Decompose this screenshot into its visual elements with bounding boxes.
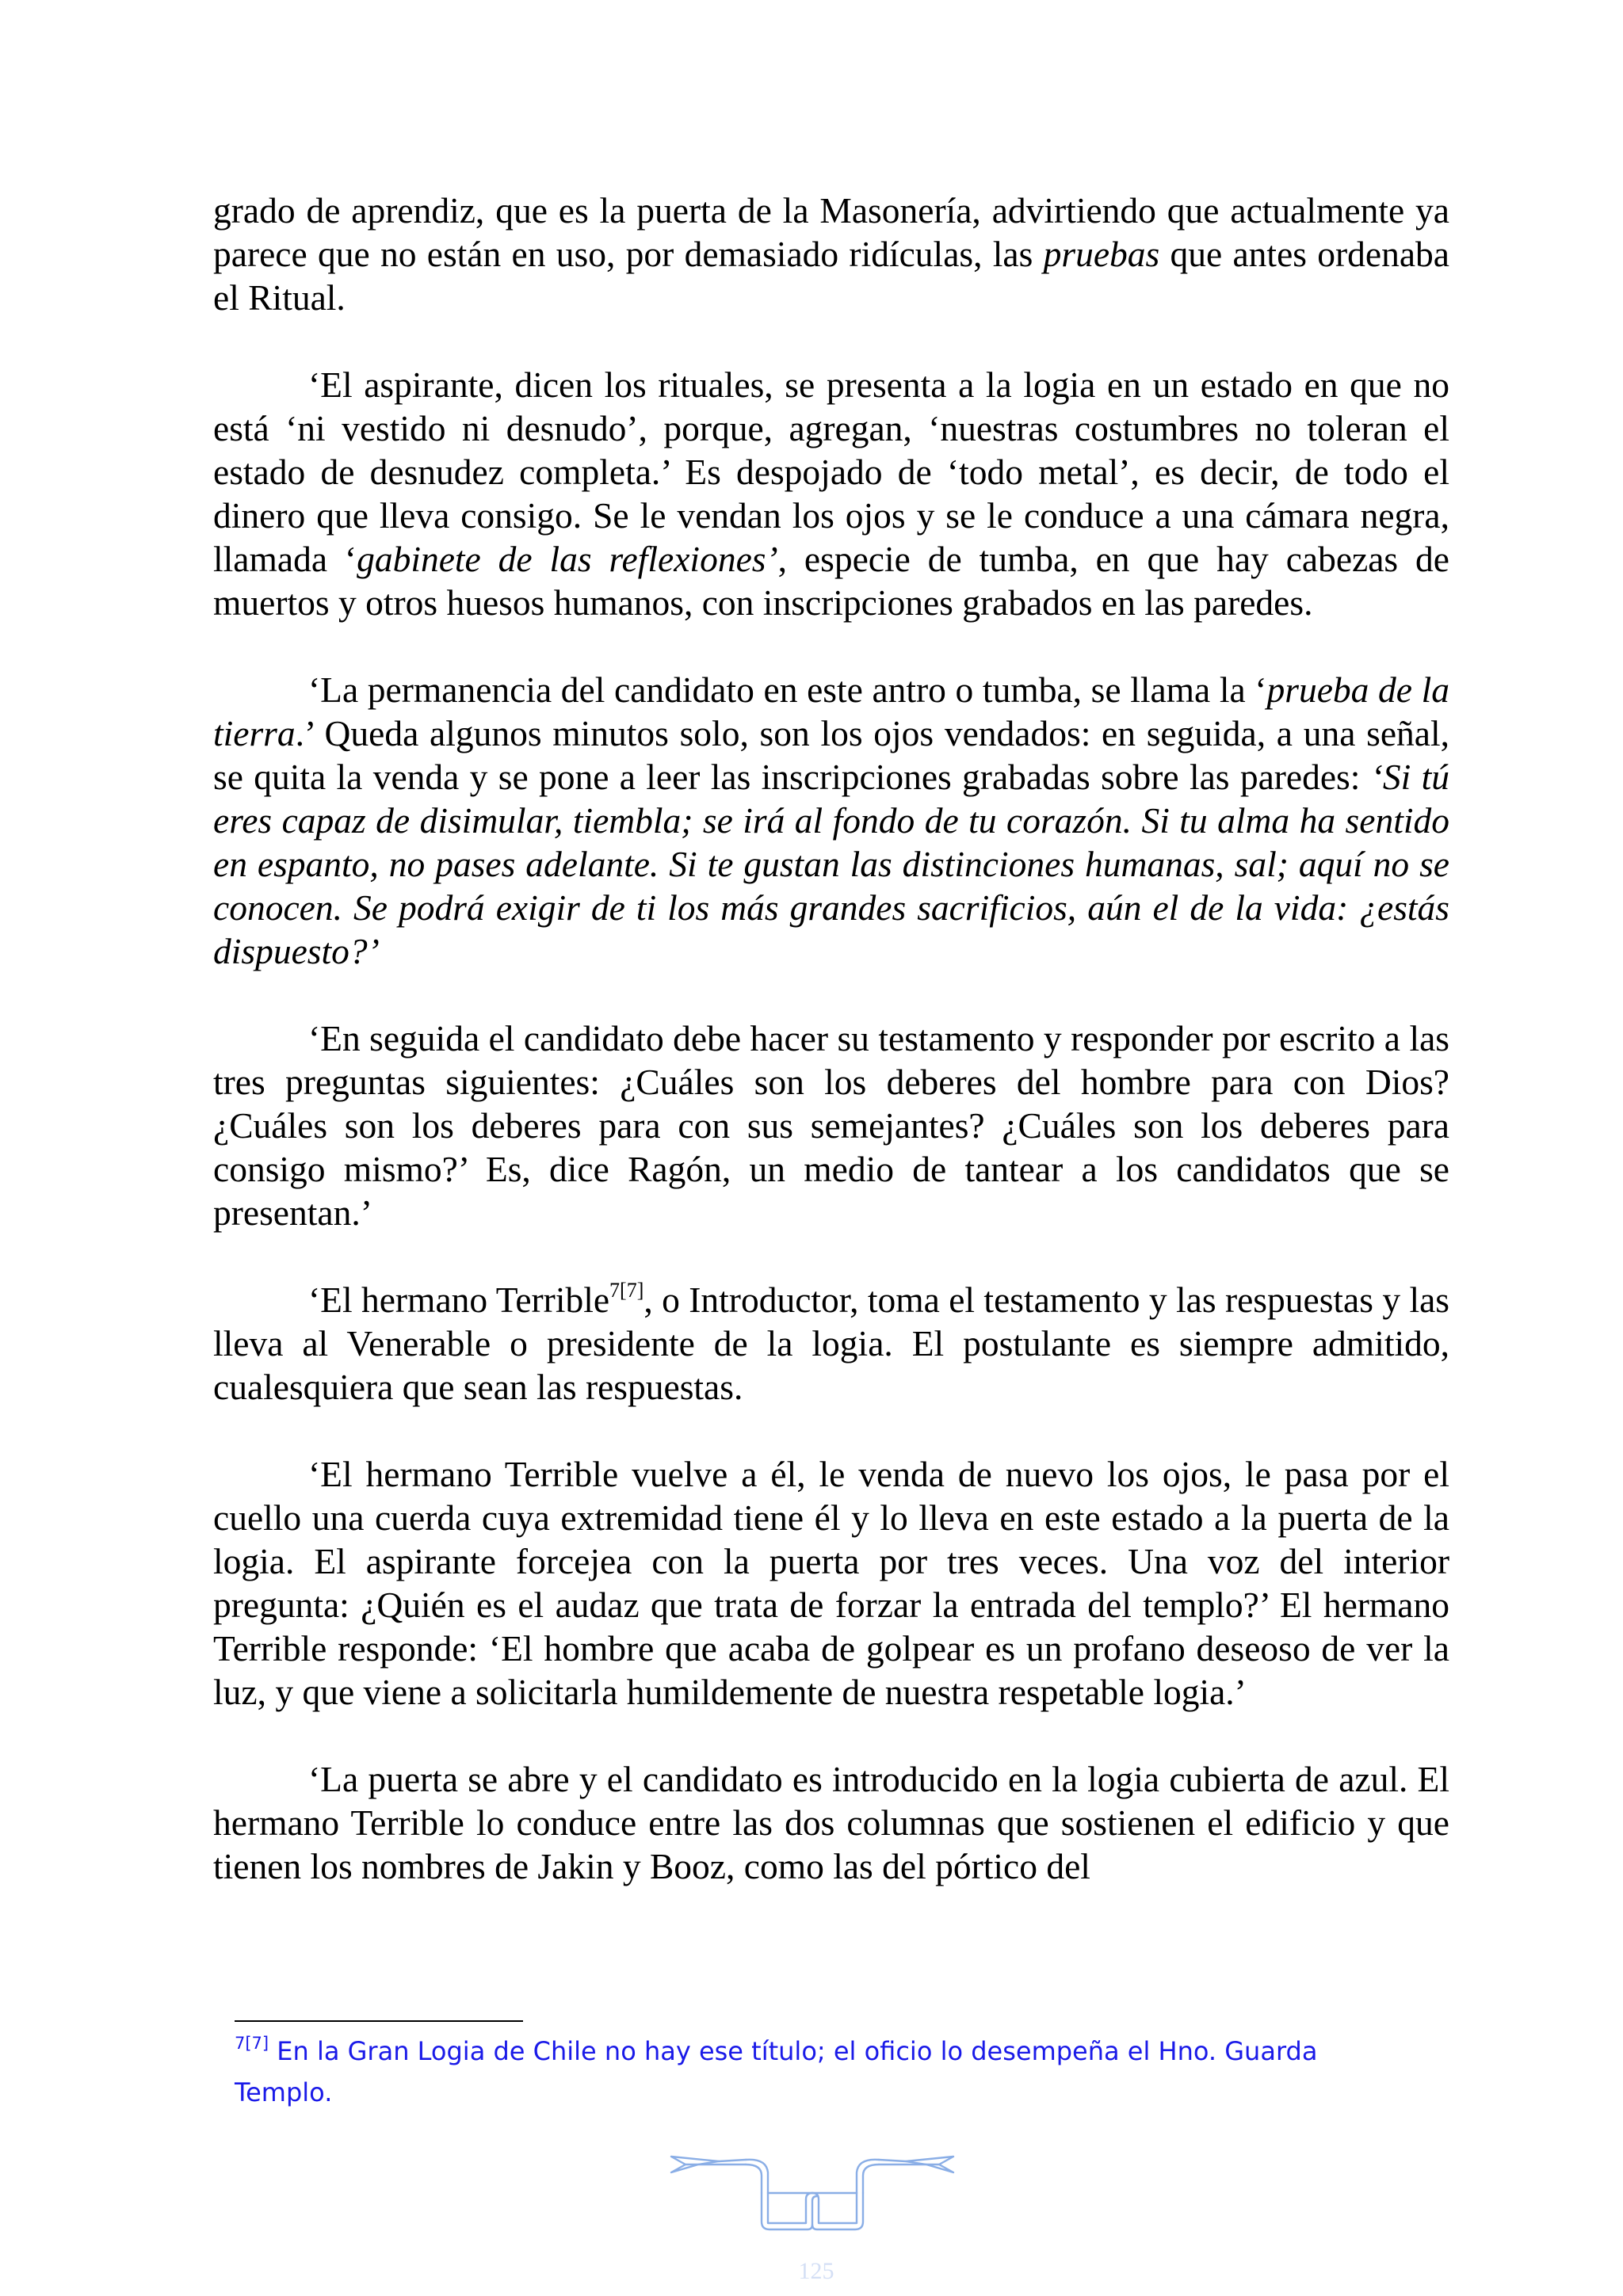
paragraph <box>213 1278 1449 1409</box>
paragraph <box>213 189 1449 319</box>
paragraph <box>213 668 1449 973</box>
italic-text: ‘Si tú eres capaz de disimular, tiembla; se irá al fondo de tu corazón. Si tu alma ha sentido en espanto, no pases adelante. Si te gustan las distinciones humanas, sal; aquí no se conocen. Se podrá exigir de ti los más grandes sacrificios, aún el de la vida: ¿estás dispuesto?’ <box>213 757 1449 971</box>
text-run: ‘El aspirante, dicen los rituales, se presenta a la logia en un estado en que no está ‘ni vestido ni desnudo’, porque, agregan, ‘nuestras costumbres no toleran el estado de desnudez completa.’ Es despojado de ‘todo metal’, es decir, de todo el dinero que lleva consigo. Se le vendan los ojos y se le conduce a una cámara negra, llamada ‘ <box>213 364 1449 579</box>
body-text <box>213 189 1449 1888</box>
text-run: , especie de tumba, en que hay cabezas de muertos y otros huesos humanos, con inscripciones grabados en las paredes. <box>213 539 1449 623</box>
text-run: que antes ordenaba el Ritual. <box>213 234 1450 318</box>
footnote-separator <box>235 2020 523 2022</box>
text-run: ‘La permanencia del candidato en este antro o tumba, se llama la ‘ <box>308 669 1267 710</box>
text-run: ‘La puerta se abre y el candidato es introducido en la logia cubierta de azul. El hermano Terrible lo conduce entre las dos columnas que sostienen el edificio y que tienen los nombres de Jakin y Booz, como las del pórtico del <box>213 1759 1449 1886</box>
italic-text: prueba de la tierra <box>213 669 1449 753</box>
paragraph <box>213 1757 1449 1888</box>
footnote-text: En la Gran Logia de Chile no hay ese título; el oficio lo desempeña el Hno. Guarda Templo. <box>235 2036 1318 2107</box>
text-run: ‘El hermano Terrible <box>308 1280 610 1320</box>
italic-text: gabinete de las reflexiones’ <box>357 539 778 579</box>
text-run: , o Introductor, toma el testamento y las respuestas y las lleva al Venerable o presidente de la logia. El postulante es siempre admitido, cualesquiera que sean las respuestas. <box>213 1280 1449 1407</box>
paragraph <box>213 363 1449 624</box>
paragraph <box>213 1016 1449 1234</box>
text-run: ‘En seguida el candidato debe hacer su testamento y responder por escrito a las tres preguntas siguientes: ¿Cuáles son los deberes del hombre para con Dios? ¿Cuáles son los deberes para con sus semejantes? ¿Cuáles son los deberes para consigo mismo?’ Es, dice Ragón, un medio de tantear a los candidatos que se presentan.’ <box>213 1018 1449 1233</box>
page-number: 125 <box>798 2258 834 2284</box>
decorative-ornament-icon <box>670 2153 955 2242</box>
text-run: .’ Queda algunos minutos solo, son los ojos vendados: en seguida, a una señal, se quita la venda y se pone a leer las inscripciones grabadas sobre las paredes: <box>213 713 1449 797</box>
text-run: grado de aprendiz, que es la puerta de la Masonería, advirtiendo que actualmente ya parece que no están en uso, por demasiado ridículas, las <box>213 190 1449 274</box>
footnote <box>235 2031 1360 2113</box>
text-run: ‘El hermano Terrible vuelve a él, le venda de nuevo los ojos, le pasa por el cuello una cuerda cuya extremidad tiene él y lo lleva en este estado a la puerta de la logia. El aspirante forcejea con la puerta por tres veces. Una voz del interior pregunta: ¿Quién es el audaz que trata de forzar la entrada del templo?’ El hermano Terrible responde: ‘El hombre que acaba de golpear es un profano deseoso de ver la luz, y que viene a solicitarla humildemente de nuestra respetable logia.’ <box>213 1454 1449 1712</box>
paragraph <box>213 1452 1449 1714</box>
footnote-marker: 7[7] <box>235 2034 269 2053</box>
footnote-reference: 7[7] <box>609 1279 644 1302</box>
italic-text: pruebas <box>1043 234 1160 274</box>
